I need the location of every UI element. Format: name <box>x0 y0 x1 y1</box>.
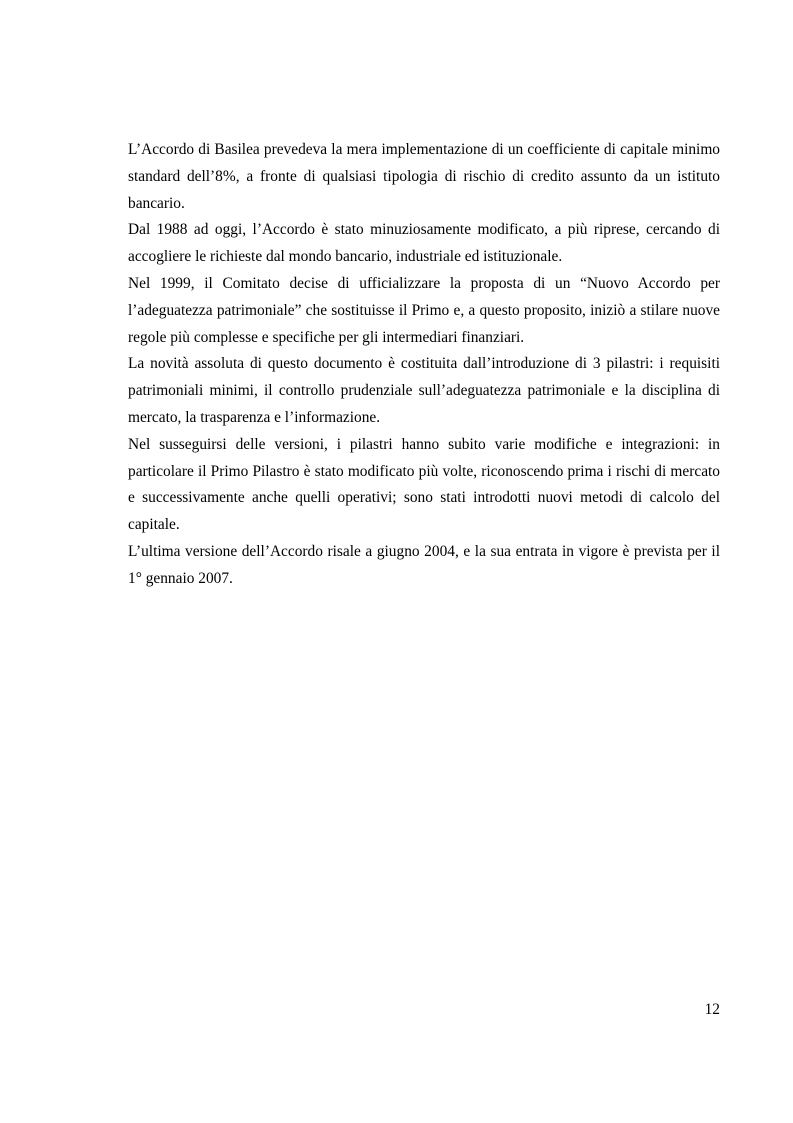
paragraph-new-accord-1999: Nel 1999, il Comitato decise di ufficializzare la proposta di un “Nuovo Accordo per l’adeguatezza patrimoniale” che sostituisse il Primo e, a questo proposito, iniziò a stilare nuove regole più complesse e specifiche per gli intermediari finanziari. <box>128 274 720 346</box>
paragraph-latest-version: L’ultima versione dell’Accordo risale a giugno 2004, e la sua entrata in vigore è prevista per il 1° gennaio 2007. <box>128 542 720 587</box>
page-number: 12 <box>704 1001 720 1018</box>
body-text <box>128 137 720 593</box>
paragraph-basel-accord-intro: L’Accordo di Basilea prevedeva la mera implementazione di un coefficiente di capitale minimo standard dell’8%, a fronte di qualsiasi tipologia di rischio di credito assunto da un istituto bancario. <box>128 141 720 212</box>
paragraph-three-pillars: La novità assoluta di questo documento è costituita dall’introduzione di 3 pilastri: i requisiti patrimoniali minimi, il controllo prudenziale sull’adeguatezza patrimoniale e la disciplina di mercato, la trasparenza e l’informazione. <box>128 355 720 426</box>
paragraph-modifications-since-1988: Dal 1988 ad oggi, l’Accordo è stato minuziosamente modificato, a più riprese, cercando di accogliere le richieste dal mondo bancario, industriale ed istituzionale. <box>128 221 720 266</box>
paragraph-pillar-modifications: Nel susseguirsi delle versioni, i pilastri hanno subito varie modifiche e integrazioni: in particolare il Primo Pilastro è stato modificato più volte, riconoscendo prima i rischi di mercato e successivamente anche quelli operativi; sono stati introdotti nuovi metodi di calcolo del capitale. <box>128 435 720 534</box>
